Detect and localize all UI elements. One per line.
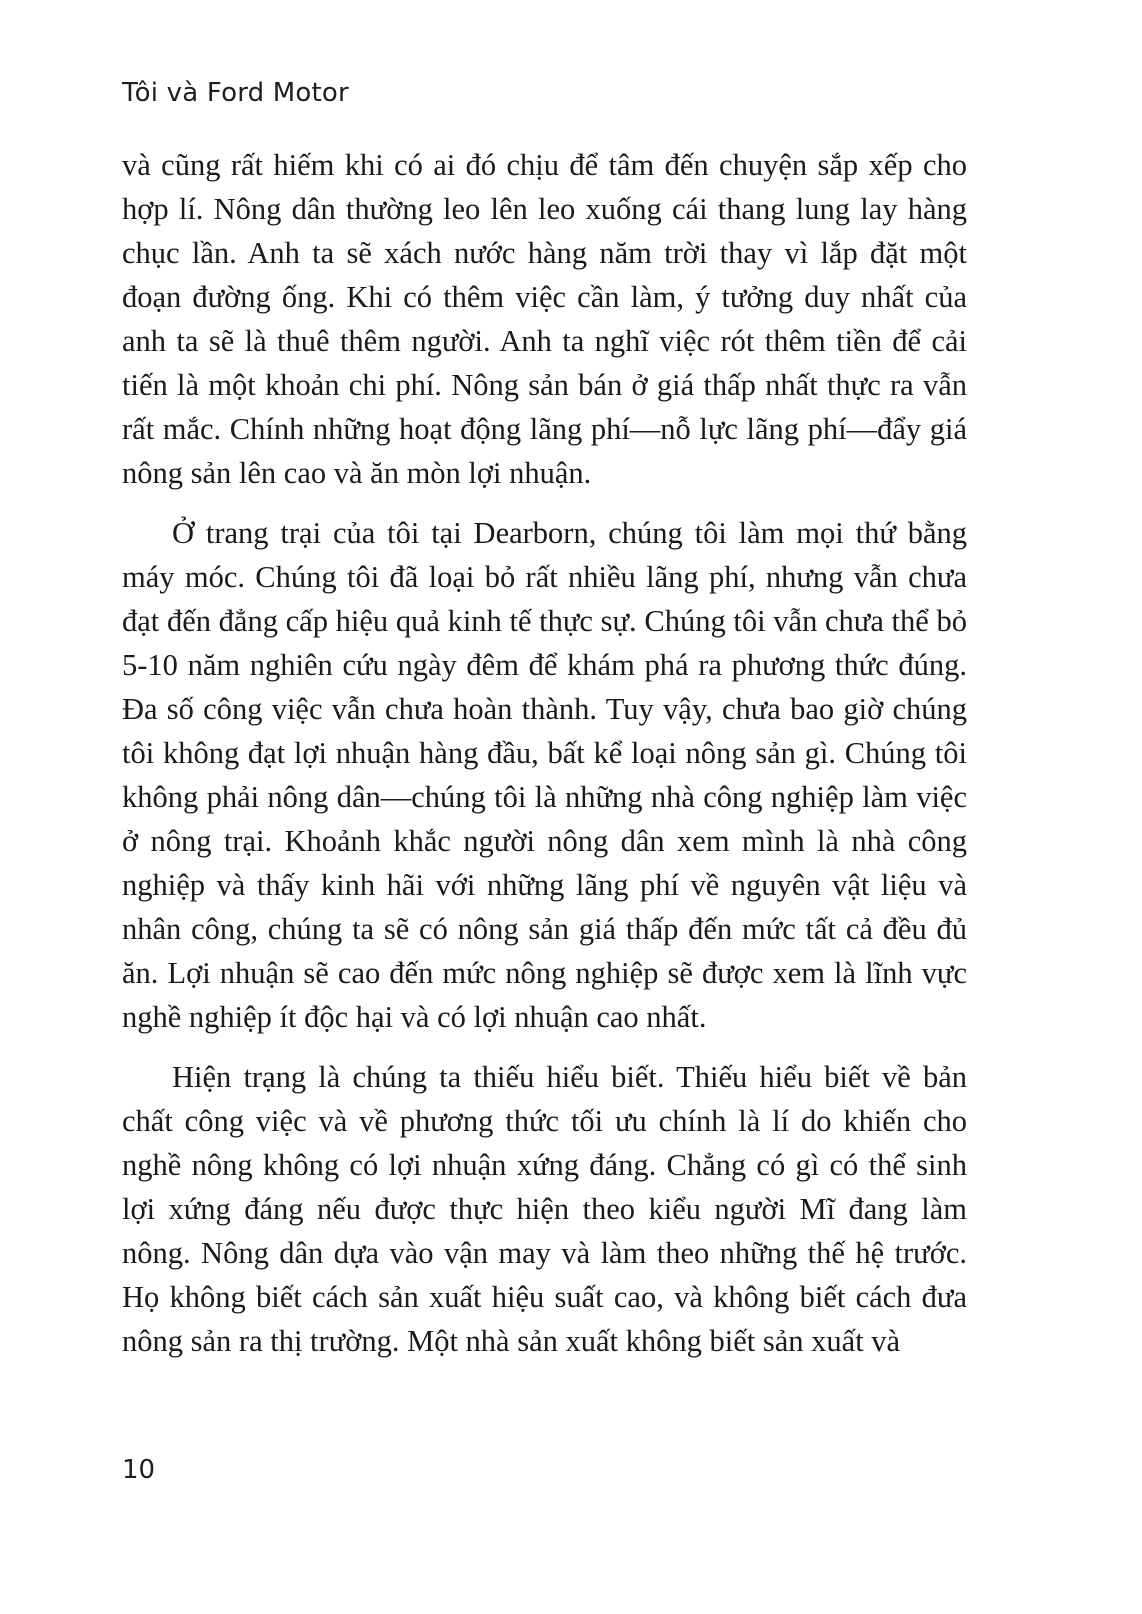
paragraph-3: Hiện trạng là chúng ta thiếu hiểu biết. Thiếu hiểu biết về bản chất công việc và về phương thức tối ưu chính là lí do khiến cho nghề nông không có lợi nhuận xứng đáng. Chẳng có gì có thể sinh lợi xứng đáng nếu được thực hiện theo kiểu người Mĩ đang làm nông. Nông dân dựa vào vận may và làm theo những thế hệ trước. Họ không biết cách sản xuất hiệu suất cao, và không biết cách đưa nông sản ra thị trường. Một nhà sản xuất không biết sản xuất và (122, 1060, 967, 1358)
running-header-title: Tôi và Ford Motor (122, 78, 349, 108)
body-text (122, 143, 967, 1379)
page-number: 10 (122, 1455, 156, 1485)
paragraph-1: và cũng rất hiếm khi có ai đó chịu để tâm đến chuyện sắp xếp cho hợp lí. Nông dân thường leo lên leo xuống cái thang lung lay hàng chục lần. Anh ta sẽ xách nước hàng năm trời thay vì lắp đặt một đoạn đường ống. Khi có thêm việc cần làm, ý tưởng duy nhất của anh ta sẽ là thuê thêm người. Anh ta nghĩ việc rót thêm tiền để cải tiến là một khoản chi phí. Nông sản bán ở giá thấp nhất thực ra vẫn rất mắc. Chính những hoạt động lãng phí—nỗ lực lãng phí—đẩy giá nông sản lên cao và ăn mòn lợi nhuận. (122, 148, 967, 490)
paragraph-2: Ở trang trại của tôi tại Dearborn, chúng tôi làm mọi thứ bằng máy móc. Chúng tôi đã loại bỏ rất nhiều lãng phí, nhưng vẫn chưa đạt đến đẳng cấp hiệu quả kinh tế thực sự. Chúng tôi vẫn chưa thể bỏ 5-10 năm nghiên cứu ngày đêm để khám phá ra phương thức đúng. Đa số công việc vẫn chưa hoàn thành. Tuy vậy, chưa bao giờ chúng tôi không đạt lợi nhuận hàng đầu, bất kể loại nông sản gì. Chúng tôi không phải nông dân—chúng tôi là những nhà công nghiệp làm việc ở nông trại. Khoảnh khắc người nông dân xem mình là nhà công nghiệp và thấy kinh hãi với những lãng phí về nguyên vật liệu và nhân công, chúng ta sẽ có nông sản giá thấp đến mức tất cả đều đủ ăn. Lợi nhuận sẽ cao đến mức nông nghiệp sẽ được xem là lĩnh vực nghề nghiệp ít độc hại và có lợi nhuận cao nhất. (122, 516, 967, 1034)
